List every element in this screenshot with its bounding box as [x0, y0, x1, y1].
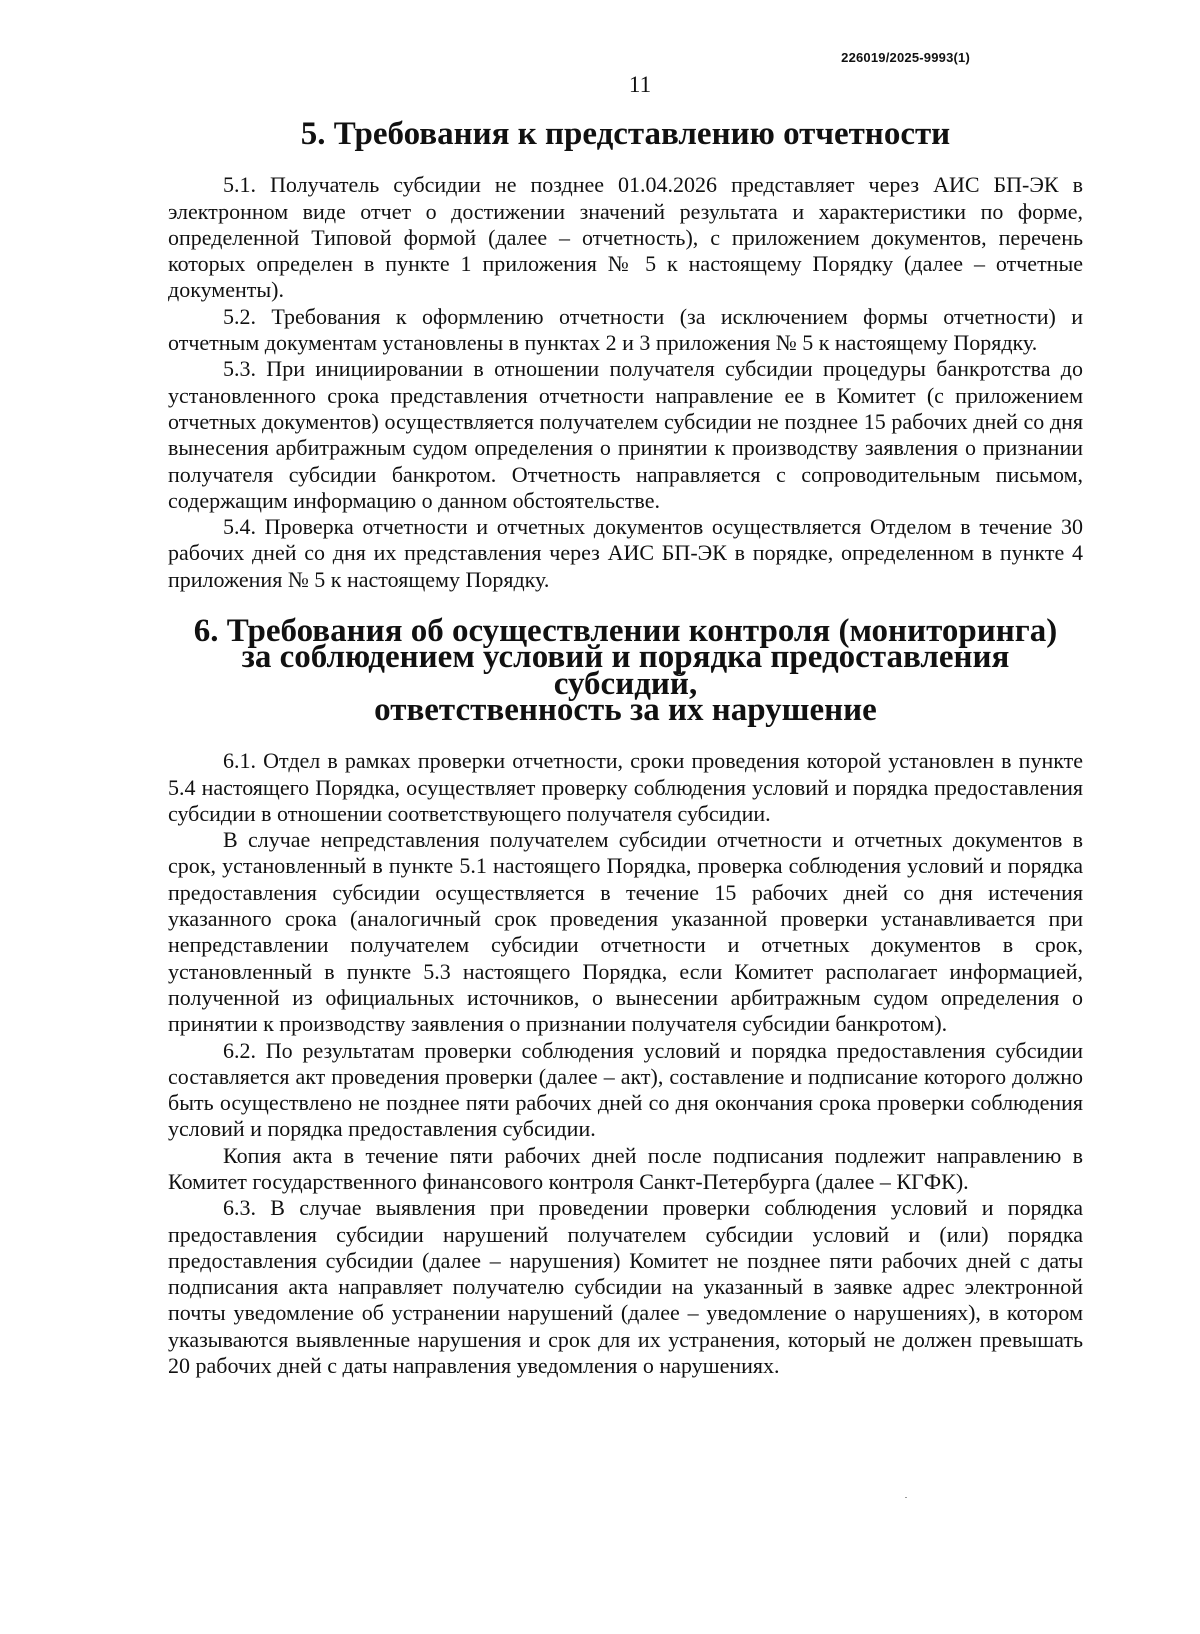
paragraph-6-2-continued: Копия акта в течение пяти рабочих дней после подписания подлежит направлению в Комитет государственного финансового контроля Санкт-Петербурга (далее – КГФК). — [168, 1142, 1083, 1194]
page-number: 11 — [628, 72, 652, 97]
paragraph-5-4: 5.4. Проверка отчетности и отчетных документов осуществляется Отделом в течение 30 рабочих дней со дня их представления через АИС БП-ЭК в порядке, определенном в пункте 4 приложения № 5 к настоящему Порядку. — [168, 514, 1083, 592]
document-id: 226019/2025-9993(1) — [841, 50, 970, 65]
paragraph-5-3: 5.3. При инициировании в отношении получателя субсидии процедуры банкротства до установленного срока представления отчетности направление ее в Комитет (с приложением отчетных документов) осуществляется получателем субсидии не позднее 15 рабочих дней со дня вынесения арбитражным судом определения о принятии к производству заявления о признании получателя субсидии банкротом. Отчетность направляется с сопроводительным письмом, содержащим информацию о данном обстоятельстве. — [168, 356, 1083, 513]
paragraph-6-2: 6.2. По результатам проверки соблюдения условий и порядка предоставления субсидии составляется акт проведения проверки (далее – акт), составление и подписание которого должно быть осуществлено не позднее пяти рабочих дней со дня окончания срока проверки соблюдения условий и порядка предоставления субсидии. — [168, 1037, 1083, 1142]
paragraph-5-2: 5.2. Требования к оформлению отчетности (за исключением формы отчетности) и отчетным документам установлены в пунктах 2 и 3 приложения № 5 к настоящему Порядку. — [168, 303, 1083, 356]
scan-speck — [905, 1497, 907, 1498]
section-6-title-line-1: 6. Требования об осуществлении контроля (мониторинга) — [193, 613, 1058, 650]
section-5-title: 5. Требования к представлению отчетности — [300, 116, 951, 152]
section-6-title — [168, 613, 1083, 728]
paragraph-6-3: 6.3. В случае выявления при проведении проверки соблюдения условий и порядка предоставления субсидии нарушений получателем субсидии условий и (или) порядка предоставления субсидии (далее – нарушения) Комитет не позднее пяти рабочих дней с даты подписания акта направляет получателю субсидии на указанный в заявке адрес электронной почты уведомление об устранении нарушений (далее – уведомление о нарушениях), в котором указываются выявленные нарушения и срок для их устранения, который не должен превышать 20 рабочих дней с даты направления уведомления о нарушениях. — [168, 1195, 1083, 1379]
section-6-title-line-3: ответственность за их нарушение — [374, 691, 877, 728]
document-body — [168, 116, 1083, 1379]
paragraph-6-1: 6.1. Отдел в рамках проверки отчетности, сроки проведения которой установлен в пункте 5.4 настоящего Порядка, осуществляет проверку соблюдения условий и порядка предоставления субсидии в отношении соответствующего получателя субсидии. — [168, 748, 1083, 826]
paragraph-6-1-continued: В случае непредставления получателем субсидии отчетности и отчетных документов в срок, установленный в пункте 5.1 настоящего Порядка, проверка соблюдения условий и порядка предоставления субсидии осуществляется в течение 15 рабочих дней со дня истечения указанного срока (аналогичный срок проведения указанной проверки устанавливается при непредставлении получателем субсидии отчетности и отчетных документов в срок, установленный в пункте 5.3 настоящего Порядка, если Комитет располагает информацией, полученной из официальных источников, о вынесении арбитражным судом определения о принятии к производству заявления о признании получателя субсидии банкротом). — [168, 827, 1083, 1037]
paragraph-5-1: 5.1. Получатель субсидии не позднее 01.04.2026 представляет через АИС БП-ЭК в электронном виде отчет о достижении значений результата и характеристики по форме, определенной Типовой формой (далее – отчетность), с приложением документов, перечень которых определен в пункте 1 приложения № 5 к настоящему Порядку (далее – отчетные документы). — [168, 172, 1083, 303]
section-6-title-line-2: за соблюдением условий и порядка предоставления субсидий, — [241, 639, 1010, 702]
